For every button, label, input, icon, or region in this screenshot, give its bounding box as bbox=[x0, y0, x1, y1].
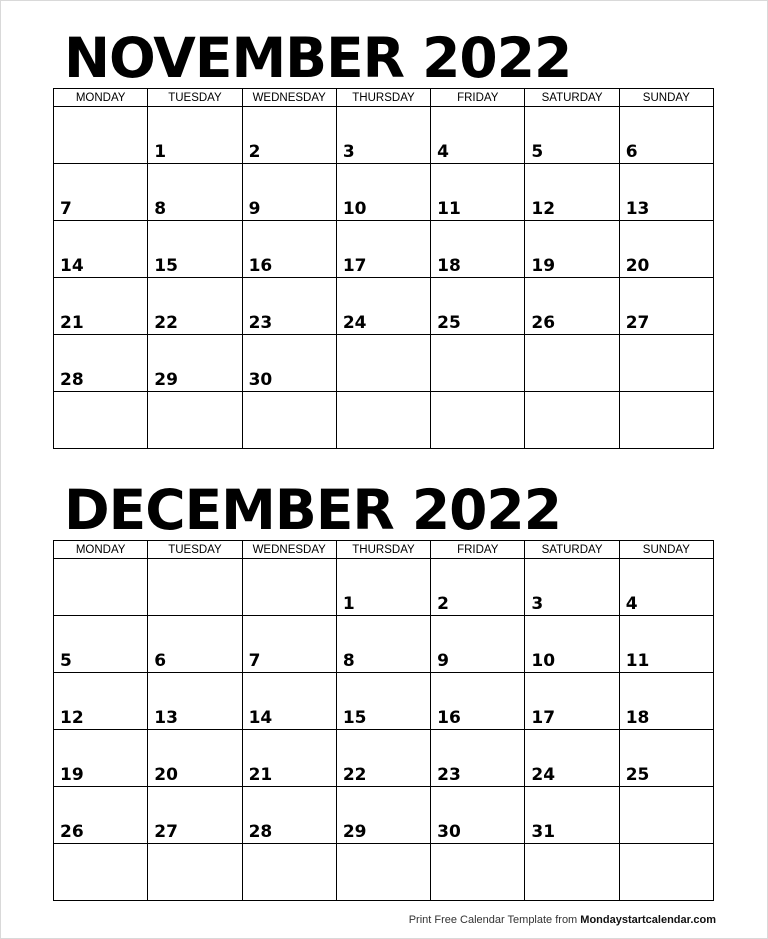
day-number: 2 bbox=[437, 594, 449, 614]
day-number: 1 bbox=[154, 142, 167, 162]
day-number bbox=[431, 898, 524, 900]
day-number: 14 bbox=[248, 708, 273, 728]
day-cell bbox=[619, 392, 713, 449]
day-cell bbox=[54, 844, 148, 901]
day-cell bbox=[54, 164, 148, 221]
day-cell bbox=[242, 107, 336, 164]
day-number: 4 bbox=[625, 594, 638, 614]
day-number: 12 bbox=[531, 199, 556, 219]
day-number bbox=[243, 446, 336, 448]
weekday-header: WEDNESDAY bbox=[242, 541, 336, 559]
day-number: 14 bbox=[60, 256, 84, 276]
day-number: 26 bbox=[531, 313, 556, 333]
day-cell bbox=[336, 673, 430, 730]
day-cell bbox=[148, 392, 242, 449]
day-cell bbox=[431, 335, 525, 392]
day-cell bbox=[242, 392, 336, 449]
day-number bbox=[148, 898, 241, 900]
weekday-header: FRIDAY bbox=[431, 541, 525, 559]
day-cell bbox=[242, 844, 336, 901]
day-number: 30 bbox=[248, 370, 273, 390]
day-cell bbox=[431, 730, 525, 787]
day-cell bbox=[148, 616, 242, 673]
day-cell bbox=[336, 787, 430, 844]
day-cell bbox=[336, 164, 430, 221]
weekday-header: SATURDAY bbox=[525, 89, 619, 107]
weekday-header: MONDAY bbox=[54, 541, 148, 559]
day-cell bbox=[336, 221, 430, 278]
day-cell bbox=[242, 164, 336, 221]
day-cell bbox=[54, 559, 148, 616]
week-row bbox=[54, 392, 714, 449]
weekday-header-row bbox=[54, 541, 714, 559]
day-number: 11 bbox=[437, 199, 461, 219]
weekday-header: SATURDAY bbox=[525, 541, 619, 559]
footer-prefix: Print Free Calendar Template from bbox=[408, 914, 581, 926]
day-number: 25 bbox=[625, 765, 650, 785]
day-number: 11 bbox=[625, 651, 650, 671]
day-number: 9 bbox=[248, 199, 261, 219]
day-number: 10 bbox=[531, 651, 556, 671]
week-row bbox=[54, 844, 714, 901]
day-cell bbox=[525, 730, 619, 787]
day-cell bbox=[619, 730, 713, 787]
day-number: 29 bbox=[342, 822, 367, 842]
day-number: 16 bbox=[248, 256, 273, 276]
day-cell bbox=[525, 392, 619, 449]
day-number: 6 bbox=[154, 651, 167, 671]
footer-site-link[interactable]: Mondaystartcalendar.com bbox=[580, 914, 716, 926]
day-cell bbox=[619, 616, 713, 673]
day-number: 31 bbox=[531, 822, 556, 842]
day-cell bbox=[242, 559, 336, 616]
day-number: 28 bbox=[248, 822, 273, 842]
day-number: 19 bbox=[60, 765, 84, 785]
day-cell bbox=[431, 278, 525, 335]
day-cell bbox=[336, 559, 430, 616]
day-number: 7 bbox=[248, 651, 261, 671]
day-cell bbox=[431, 164, 525, 221]
day-number: 26 bbox=[60, 822, 84, 842]
day-number: 23 bbox=[437, 765, 461, 785]
day-cell bbox=[148, 673, 242, 730]
day-cell bbox=[336, 616, 430, 673]
day-number: 21 bbox=[248, 765, 273, 785]
day-number bbox=[525, 446, 618, 448]
day-cell bbox=[54, 335, 148, 392]
day-cell bbox=[54, 107, 148, 164]
day-number bbox=[337, 446, 430, 448]
day-number bbox=[243, 898, 336, 900]
week-row bbox=[54, 278, 714, 335]
day-cell bbox=[525, 221, 619, 278]
day-number: 13 bbox=[625, 199, 650, 219]
day-cell bbox=[525, 616, 619, 673]
day-cell bbox=[54, 673, 148, 730]
day-cell bbox=[54, 278, 148, 335]
day-number: 8 bbox=[154, 199, 167, 219]
day-cell bbox=[148, 221, 242, 278]
day-number bbox=[148, 446, 241, 448]
day-cell bbox=[619, 787, 713, 844]
weekday-header: SUNDAY bbox=[619, 541, 713, 559]
day-cell bbox=[148, 164, 242, 221]
day-cell bbox=[619, 278, 713, 335]
week-row bbox=[54, 730, 714, 787]
day-number: 30 bbox=[437, 822, 461, 842]
day-cell bbox=[431, 221, 525, 278]
weekday-header: THURSDAY bbox=[336, 541, 430, 559]
day-cell bbox=[242, 673, 336, 730]
day-cell bbox=[148, 787, 242, 844]
day-number: 22 bbox=[154, 313, 178, 333]
day-cell bbox=[431, 616, 525, 673]
day-cell bbox=[619, 164, 713, 221]
day-cell bbox=[525, 559, 619, 616]
day-cell bbox=[54, 221, 148, 278]
day-number: 28 bbox=[60, 370, 84, 390]
day-cell bbox=[336, 335, 430, 392]
day-number: 1 bbox=[342, 594, 355, 614]
day-number bbox=[431, 446, 524, 448]
day-number: 3 bbox=[342, 142, 355, 162]
week-row bbox=[54, 107, 714, 164]
day-cell bbox=[336, 107, 430, 164]
day-cell bbox=[619, 559, 713, 616]
week-row bbox=[54, 616, 714, 673]
day-cell bbox=[54, 616, 148, 673]
day-cell bbox=[336, 392, 430, 449]
day-cell bbox=[525, 673, 619, 730]
week-row bbox=[54, 673, 714, 730]
calendar-grid-december bbox=[53, 540, 714, 901]
day-cell bbox=[54, 392, 148, 449]
day-number: 6 bbox=[625, 142, 638, 162]
week-row bbox=[54, 559, 714, 616]
day-number: 20 bbox=[625, 256, 650, 276]
day-number: 5 bbox=[531, 142, 544, 162]
day-cell bbox=[525, 107, 619, 164]
day-cell bbox=[619, 221, 713, 278]
day-cell bbox=[525, 335, 619, 392]
day-cell bbox=[148, 559, 242, 616]
day-number bbox=[620, 446, 713, 448]
month-title-december: DECEMBER 2022 bbox=[64, 478, 561, 542]
day-number: 24 bbox=[531, 765, 556, 785]
day-number: 13 bbox=[154, 708, 178, 728]
day-cell bbox=[431, 673, 525, 730]
day-number: 19 bbox=[531, 256, 556, 276]
day-number: 27 bbox=[625, 313, 650, 333]
day-number: 24 bbox=[342, 313, 367, 333]
day-cell bbox=[54, 787, 148, 844]
day-cell bbox=[619, 673, 713, 730]
day-number: 27 bbox=[154, 822, 178, 842]
day-cell bbox=[336, 278, 430, 335]
day-cell bbox=[525, 844, 619, 901]
day-cell bbox=[431, 559, 525, 616]
day-number: 10 bbox=[342, 199, 367, 219]
day-cell bbox=[431, 787, 525, 844]
day-number: 2 bbox=[248, 142, 261, 162]
day-cell bbox=[148, 107, 242, 164]
day-number bbox=[54, 898, 147, 900]
day-cell bbox=[431, 107, 525, 164]
week-row bbox=[54, 335, 714, 392]
day-cell bbox=[148, 844, 242, 901]
day-number: 25 bbox=[437, 313, 461, 333]
day-number: 20 bbox=[154, 765, 178, 785]
calendar-grid-november bbox=[53, 88, 714, 449]
day-number: 9 bbox=[437, 651, 449, 671]
day-number: 18 bbox=[437, 256, 461, 276]
day-number: 4 bbox=[437, 142, 449, 162]
day-cell bbox=[148, 335, 242, 392]
day-cell bbox=[148, 730, 242, 787]
day-cell bbox=[242, 335, 336, 392]
week-row bbox=[54, 164, 714, 221]
weekday-header: SUNDAY bbox=[619, 89, 713, 107]
day-cell bbox=[431, 844, 525, 901]
week-row bbox=[54, 221, 714, 278]
weekday-header: THURSDAY bbox=[336, 89, 430, 107]
weekday-header: WEDNESDAY bbox=[242, 89, 336, 107]
day-cell bbox=[242, 787, 336, 844]
weekday-header: MONDAY bbox=[54, 89, 148, 107]
day-number: 18 bbox=[625, 708, 650, 728]
day-cell bbox=[431, 392, 525, 449]
day-cell bbox=[242, 221, 336, 278]
weekday-header: FRIDAY bbox=[431, 89, 525, 107]
footer-credit bbox=[409, 914, 716, 926]
day-number: 12 bbox=[60, 708, 84, 728]
day-cell bbox=[242, 278, 336, 335]
weekday-header: TUESDAY bbox=[148, 89, 242, 107]
day-number bbox=[525, 898, 618, 900]
day-number bbox=[54, 446, 147, 448]
weekday-header-row bbox=[54, 89, 714, 107]
day-cell bbox=[619, 335, 713, 392]
day-number: 16 bbox=[437, 708, 461, 728]
day-cell bbox=[525, 787, 619, 844]
day-number: 22 bbox=[342, 765, 367, 785]
day-number: 29 bbox=[154, 370, 178, 390]
day-number: 8 bbox=[342, 651, 355, 671]
day-cell bbox=[148, 278, 242, 335]
day-number: 5 bbox=[60, 651, 72, 671]
day-number: 17 bbox=[342, 256, 367, 276]
day-cell bbox=[619, 107, 713, 164]
day-number: 15 bbox=[342, 708, 367, 728]
day-cell bbox=[525, 164, 619, 221]
day-number: 21 bbox=[60, 313, 84, 333]
day-number: 3 bbox=[531, 594, 544, 614]
day-number: 17 bbox=[531, 708, 556, 728]
day-cell bbox=[242, 730, 336, 787]
month-title-november: NOVEMBER 2022 bbox=[64, 26, 572, 90]
day-number bbox=[337, 898, 430, 900]
day-cell bbox=[619, 844, 713, 901]
day-number: 23 bbox=[248, 313, 273, 333]
week-row bbox=[54, 787, 714, 844]
day-cell bbox=[525, 278, 619, 335]
day-cell bbox=[336, 844, 430, 901]
day-cell bbox=[336, 730, 430, 787]
day-cell bbox=[242, 616, 336, 673]
day-number bbox=[620, 898, 713, 900]
day-number: 15 bbox=[154, 256, 178, 276]
day-number: 7 bbox=[60, 199, 72, 219]
weekday-header: TUESDAY bbox=[148, 541, 242, 559]
day-cell bbox=[54, 730, 148, 787]
